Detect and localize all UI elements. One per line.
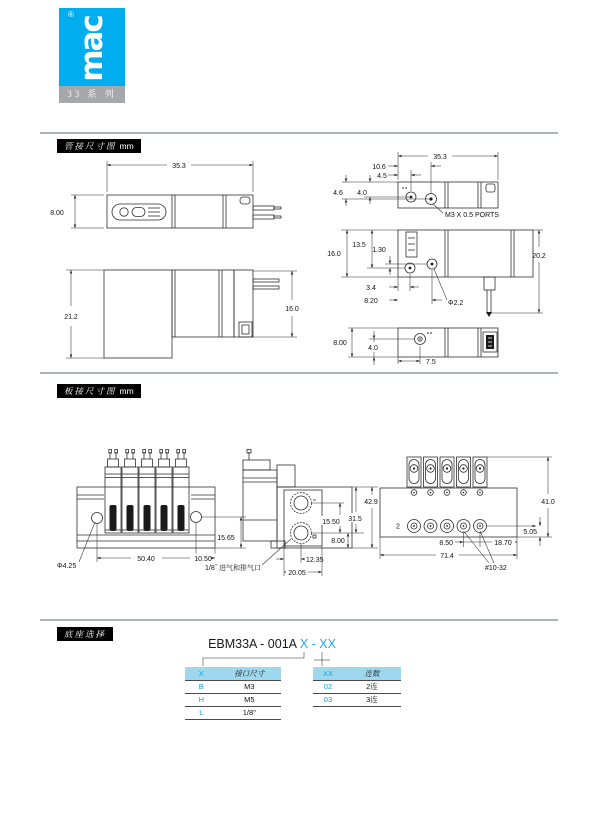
option-code: 03	[323, 695, 333, 704]
dim-right-span: 18.70	[494, 540, 512, 547]
option-code: H	[198, 695, 205, 704]
mac-logo-badge	[112, 204, 166, 220]
dim-hole-dia: Φ4.25	[57, 563, 77, 570]
model-base: EBM33A - 001A	[208, 637, 297, 651]
dim-height: 16.0	[327, 251, 341, 258]
dim-port-bottom: 8.00	[331, 538, 345, 545]
table-row	[313, 681, 401, 694]
supply-port-label: 1/8˝ 进气和排气口	[205, 565, 262, 572]
name-header: 连数	[364, 669, 380, 678]
name-header: 接口尺寸	[234, 669, 265, 678]
option-code: B	[198, 682, 204, 691]
code-header: XX	[322, 669, 333, 678]
mac-logo-text: mac	[74, 16, 110, 83]
pipe-ports-side-view	[327, 230, 546, 317]
option-value: M3	[244, 682, 255, 691]
port-number-label: 2	[396, 523, 400, 531]
dim-port2-y: 4.6	[333, 190, 343, 197]
outlet-ports	[408, 520, 487, 533]
option-value: 3连	[366, 695, 378, 704]
manifold-side-view	[243, 450, 382, 578]
dim-port-edge: 5.05	[523, 529, 537, 536]
dim-right-offset: 10.50	[194, 556, 212, 563]
pipe-ports-top-view	[333, 152, 499, 219]
dim-port-span: 15.50	[322, 519, 340, 526]
code-header: X	[198, 669, 204, 678]
table-row	[185, 681, 281, 694]
option-value: 2连	[366, 682, 378, 691]
dim-total-height: 20.2	[532, 253, 546, 260]
dim-height: 8.00	[333, 340, 347, 347]
dim-total-height: 41.0	[541, 499, 555, 506]
dim-port1-depth: 13.5	[352, 242, 366, 249]
dim-total-width: 71.4	[440, 553, 454, 560]
dim-height: 21.2	[64, 314, 78, 321]
dim-depth: 20.05	[288, 570, 306, 577]
dim-port-y: 4.0	[368, 345, 378, 352]
dim-port2-x: 10.6	[372, 164, 386, 171]
dim-port-pitch: 8.50	[439, 540, 453, 547]
dim-right-height: 16.0	[285, 306, 299, 313]
option-code: L	[199, 708, 204, 717]
pipe-side-view	[64, 270, 299, 358]
dim-port2-x: 8.20	[364, 298, 378, 305]
port-size-table	[185, 667, 281, 720]
dim-port1-x: 3.4	[366, 285, 376, 292]
manifold-top-view	[380, 457, 559, 572]
pipe-bottom-view	[333, 328, 498, 366]
dim-port1-x: 4.5	[377, 173, 387, 180]
manifold-valves	[105, 450, 189, 534]
dim-total-height: 42.9	[364, 499, 378, 506]
dim-hole-span: 50.40	[137, 556, 155, 563]
dim-width: 35.3	[433, 154, 447, 161]
manifold-front-view	[57, 450, 291, 573]
option-value: M5	[244, 695, 255, 704]
pipe-top-view	[50, 161, 281, 228]
table-row	[185, 694, 281, 707]
model-number-title	[160, 637, 384, 651]
port-size-table-header	[185, 667, 281, 681]
table-row	[185, 707, 281, 720]
table-row	[313, 694, 401, 707]
manifold-valve-tops	[407, 457, 487, 487]
dim-hole-height: 15.65	[217, 535, 235, 542]
section-label-ordering-text: 底座选择	[64, 629, 107, 639]
stations-table-header	[313, 667, 401, 681]
thread-label: #10-32	[485, 565, 507, 572]
unit-label: mm	[119, 141, 134, 151]
stations-table	[313, 667, 401, 707]
dim-offset: 1.30	[372, 247, 386, 254]
ports-thread-label: M3 X 0.5 PORTS	[445, 212, 499, 219]
dim-port-x: 12.35	[306, 557, 324, 564]
dim-port-x: 7.5	[426, 359, 436, 366]
dim-width: 35.3	[172, 163, 186, 170]
unit-label: mm	[119, 386, 134, 396]
registered-mark: ®	[68, 10, 74, 19]
dim-port1-y: 4.0	[357, 190, 367, 197]
dim-block-height: 31.5	[348, 516, 362, 523]
ordering-bracket-lines	[203, 652, 330, 666]
dim-port-dia: Φ2.2	[448, 300, 464, 307]
model-suffix: X - XX	[299, 637, 336, 651]
series-badge: 33 系 列	[59, 86, 125, 103]
option-value: 1/8"	[242, 708, 256, 717]
section-label-pipe-text: 管接尺寸图	[64, 141, 117, 151]
option-code: 02	[323, 682, 333, 691]
section-label-manifold-text: 板接尺寸图	[64, 386, 117, 396]
dim-height: 8.00	[50, 210, 64, 217]
